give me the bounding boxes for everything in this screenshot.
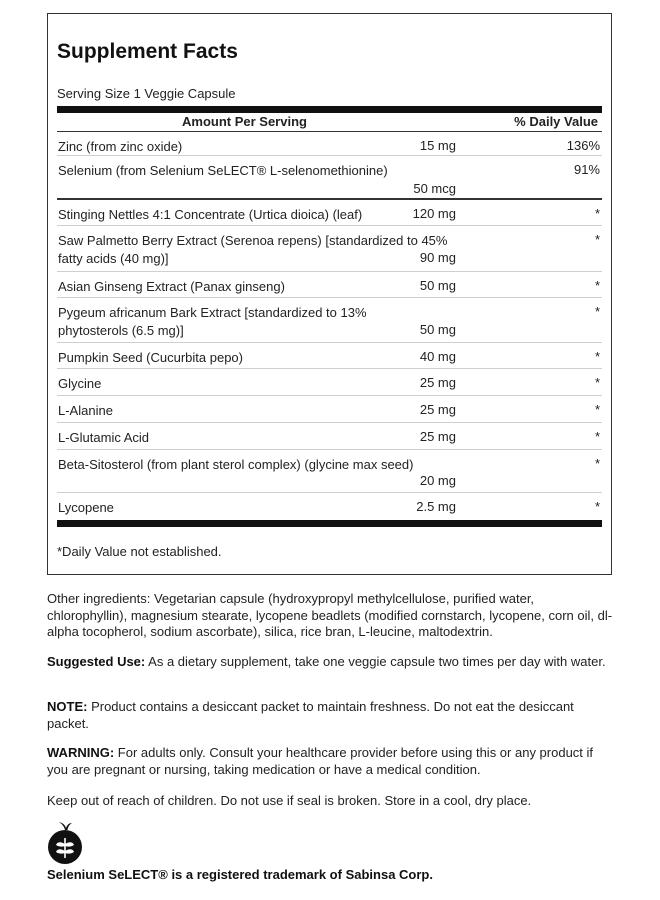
- nutrient-daily-value: *: [594, 429, 600, 444]
- nutrient-amount: 120 mg: [412, 206, 456, 221]
- nutrient-amount: 40 mg: [419, 349, 456, 364]
- divider-thick-bottom: [57, 520, 602, 527]
- nutrient-name: L-Alanine: [58, 403, 113, 418]
- nutrient-daily-value: *: [594, 304, 600, 319]
- nutrient-name: Stinging Nettles 4:1 Concentrate (Urtica dioica) (leaf): [58, 207, 363, 222]
- nutrient-daily-value: *: [594, 349, 600, 364]
- table-row: [57, 200, 602, 226]
- nutrient-name: L-Glutamic Acid: [58, 430, 150, 445]
- other-ingredients: Other ingredients: Vegetarian capsule (hydroxypropyl methylcellulose, purified water, chlorophyllin), magnesium stearate, lycopene beadlets (modified cornstarch, lycopene, corn oil, dl-alpha tocopherol, sodium ascorbate), silica, rice bran, L-leucine, maltodextrin.: [47, 591, 613, 639]
- table-row: [57, 450, 602, 493]
- nutrient-table: [57, 132, 602, 519]
- nutrient-daily-value: *: [594, 206, 600, 221]
- table-row: [57, 423, 602, 450]
- warning-text: For adults only. Consult your healthcare provider before using this or any product if you are pregnant or nursing, taking medication or have a medical condition.: [47, 745, 594, 777]
- note-text: Product contains a desiccant packet to maintain freshness. Do not eat the desiccant packet.: [47, 699, 574, 731]
- nutrient-name: Pumpkin Seed (Cucurbita pepo): [58, 350, 243, 365]
- nutrient-daily-value: *: [594, 402, 600, 417]
- daily-value-header: % Daily Value: [514, 114, 598, 129]
- table-row: [57, 272, 602, 298]
- nutrient-daily-value: *: [594, 375, 600, 390]
- nutrient-amount: 25 mg: [419, 402, 456, 417]
- nutrient-name: Beta-Sitosterol (from plant sterol complex) (glycine max seed): [58, 457, 414, 472]
- note-label: NOTE:: [47, 699, 88, 714]
- nutrient-name: Glycine: [58, 376, 102, 391]
- nutrient-amount: 50 mg: [419, 322, 456, 337]
- nutrient-daily-value: 136%: [566, 138, 600, 153]
- storage-instructions: Keep out of reach of children. Do not use if seal is broken. Store in a cool, dry place.: [47, 793, 532, 808]
- serving-size: Serving Size 1 Veggie Capsule: [57, 86, 236, 101]
- nutrient-amount: 50 mg: [419, 278, 456, 293]
- table-row: [57, 298, 602, 343]
- divider-thick-top: [57, 106, 602, 113]
- table-row: [57, 132, 602, 156]
- table-row: [57, 396, 602, 423]
- nutrient-amount: 90 mg: [419, 250, 456, 265]
- nutrient-daily-value: 91%: [573, 162, 600, 177]
- table-row: [57, 369, 602, 396]
- nutrient-amount: 2.5 mg: [416, 499, 456, 514]
- nutrient-daily-value: *: [594, 278, 600, 293]
- supplement-facts-panel: [47, 13, 612, 575]
- note: [47, 699, 617, 732]
- table-row: [57, 493, 602, 519]
- nutrient-daily-value: *: [594, 499, 600, 514]
- nutrient-amount: 25 mg: [419, 429, 456, 444]
- nutrient-amount: 50 mcg: [413, 181, 456, 196]
- nutrient-amount: 15 mg: [419, 138, 456, 153]
- suggested-use-label: Suggested Use:: [47, 654, 146, 669]
- amount-per-serving-header: Amount Per Serving: [182, 114, 307, 129]
- panel-title: Supplement Facts: [57, 40, 238, 63]
- nutrient-daily-value: *: [594, 456, 600, 471]
- trademark-notice: Selenium SeLECT® is a registered trademark of Sabinsa Corp.: [47, 867, 433, 882]
- nutrient-amount: 25 mg: [419, 375, 456, 390]
- suggested-use: [47, 654, 617, 671]
- nutrient-daily-value: *: [594, 232, 600, 247]
- table-row: [57, 343, 602, 369]
- suggested-use-text: As a dietary supplement, take one veggie capsule two times per day with water.: [148, 654, 606, 669]
- warning-label: WARNING:: [47, 745, 115, 760]
- nutrient-name: Asian Ginseng Extract (Panax ginseng): [58, 279, 285, 294]
- nutrient-name: Lycopene: [58, 500, 114, 515]
- nutrient-name: Selenium (from Selenium SeLECT® L-selenomethionine): [58, 163, 388, 178]
- table-row: [57, 156, 602, 200]
- warning: [47, 745, 617, 778]
- table-header: [57, 114, 602, 130]
- nutrient-amount: 20 mg: [419, 473, 456, 488]
- nutrient-name: Saw Palmetto Berry Extract (Serenoa repens) [standardized to 45% fatty acids (40 mg)]: [58, 233, 448, 266]
- daily-value-footnote: *Daily Value not established.: [57, 544, 222, 559]
- table-row: [57, 226, 602, 272]
- nutrient-name: Zinc (from zinc oxide): [58, 139, 183, 154]
- selenium-select-logo-icon: [47, 820, 83, 865]
- nutrient-name: Pygeum africanum Bark Extract [standardized to 13% phytosterols (6.5 mg)]: [58, 305, 367, 338]
